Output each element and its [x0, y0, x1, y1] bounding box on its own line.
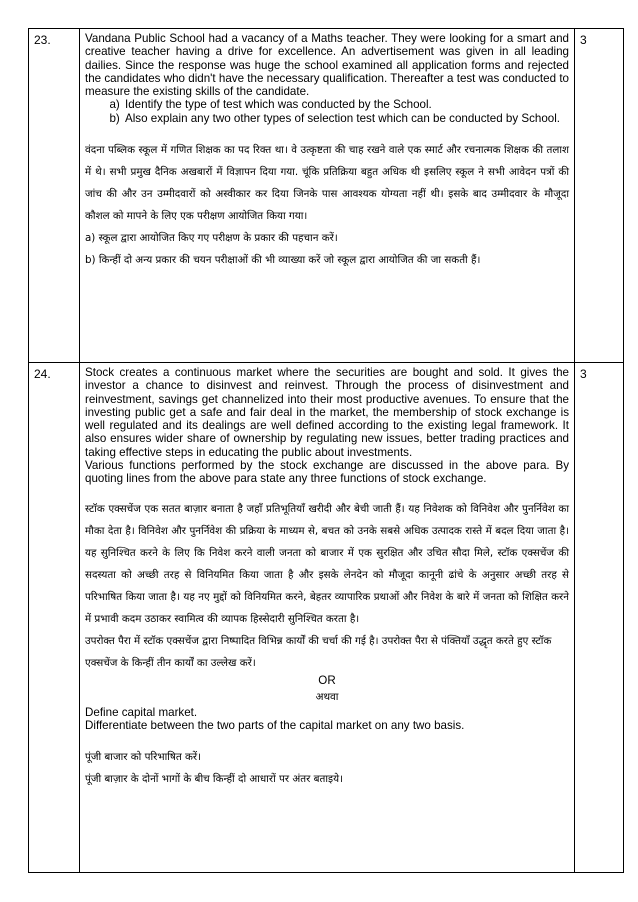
alternative-question-2-hindi: पूंजी बाज़ार के दोनों भागों के बीच किन्हीं दो आधारों पर अंतर बताइये।: [85, 773, 343, 786]
question-text-hindi: स्टॉक एक्सचेंज एक सतत बाज़ार बनाता है जहाँ प्रतिभूतियाँ खरीदी और बेची जाती हैं। यह निवेशक को विनिवेश और पुनर्निवेश का मौका देता है। विनिवेश और पुनर्निवेश की प्रक्रिया के माध्यम से, बचत को उनके सबसे अधिक उत्पादक रास्ते में बदल दिया जाता है। यह सुनिश्चित करने के लिए कि निवेश करने वाली जनता को बाजार में एक सुरक्षित और उचित सौदा मिले, स्टॉक एक्सचेंज की सदस्यता को अच्छी तरह से विनियमित किया जाता है और इसके लेनदेन को मौजूदा कानूनी ढांचे के अनुसार अच्छी तरह से परिभाषित किया जाता है। यह नए मुद्दों को विनियमित करने, बेहतर व्यापारिक प्रथाओं और निवेश के बारे में जनता को शिक्षित करने में प्रभावी कदम उठाकर स्वामित्व की व्यापक हिस्सेदारी सुनिश्चित करता है।: [85, 502, 569, 625]
sub-question-a-hindi: a) स्कूल द्वारा आयोजित किए गए परीक्षण के प्रकार की पहचान करें।: [85, 232, 338, 245]
question-sheet: [28, 28, 612, 873]
or-separator-english: OR: [318, 673, 336, 687]
question-number: 24.: [29, 363, 80, 873]
question-number: 23.: [29, 29, 80, 363]
question-row-23: [29, 29, 624, 363]
marks: 3: [575, 29, 624, 363]
alternative-question-1: Define capital market.: [85, 705, 198, 719]
question-text-english: Vandana Public School had a vacancy of a Maths teacher. They were looking for a smart and creative teacher having a drive for excellence. An advertisement was given in all leading dailies. Since the response was huge the school examined all application forms and rejected the candidates who didn't have the necessary qualification. Thereafter a test was conducted to measure the existing skills of the candidate.: [85, 32, 569, 99]
sub-question-b-hindi: b) किन्हीं दो अन्य प्रकार की चयन परीक्षाओं की भी व्याख्या करें जो स्कूल द्वारा आयोजित की जा सकती हैं।: [85, 254, 481, 267]
question-body: [80, 29, 575, 363]
sub-questions-english: [85, 98, 569, 125]
sub-question-b: b. Also explain any two other types of selection test which can be conducted by School.: [123, 112, 569, 125]
question-text-hindi: वंदना पब्लिक स्कूल में गणित शिक्षक का पद रिक्त था। वे उत्कृष्टता की चाह रखने वाले एक स्मार्ट और रचनात्मक शिक्षक की तलाश में थे। सभी प्रमुख दैनिक अखबारों में विज्ञापन दिया गया. चूंकि प्रतिक्रिया बहुत अधिक थी इसलिए स्कूल ने सभी आवेदन पत्रों की जांच की और उन उम्मीदवारों को अस्वीकार कर दिया जिनके पास आवश्यक योग्यता नहीं थी। इसके बाद उम्मीदवार के मौजूदा कौशल को मापने के लिए एक परीक्षण आयोजित किया गया।: [85, 144, 569, 223]
sub-question-a: a. Identify the type of test which was conducted by the School.: [123, 98, 569, 111]
question-row-24: [29, 363, 624, 873]
marks: 3: [575, 363, 624, 873]
questions-table: [28, 28, 624, 873]
question-prompt-english: Various functions performed by the stock exchange are discussed in the above para. By quoting lines from the above para state any three functions of stock exchange.: [85, 459, 569, 486]
question-body: [80, 363, 575, 873]
question-prompt-hindi: उपरोक्त पैरा में स्टॉक एक्सचेंज द्वारा निष्पादित विभिन्न कार्यों की चर्चा की गई है। उपरोक्त पैरा से पंक्तियाँ उद्धृत करते हुए स्टॉक एक्सचेंज के किन्हीं तीन कार्यों का उल्लेख करें।: [85, 634, 552, 669]
or-separator-hindi: अथवा: [315, 690, 339, 703]
question-text-english: Stock creates a continuous market where the securities are bought and sold. It gives the investor a chance to disinvest and reinvest. Through the process of disinvestment and reinvestment, savings get channelized into their most productive avenues. To ensure that the investing public get a safe and fair deal in the market, the membership of stock exchange is well regulated and its dealings are well defined according to the existing legal framework. It also ensures wider share of ownership by regulating new issues, better trading practices and taking effective steps in educating the public about investments.: [85, 366, 569, 459]
alternative-question-1-hindi: पूंजी बाजार को परिभाषित करें।: [85, 751, 202, 764]
alternative-question-2: Differentiate between the two parts of the capital market on any two basis.: [85, 718, 465, 732]
